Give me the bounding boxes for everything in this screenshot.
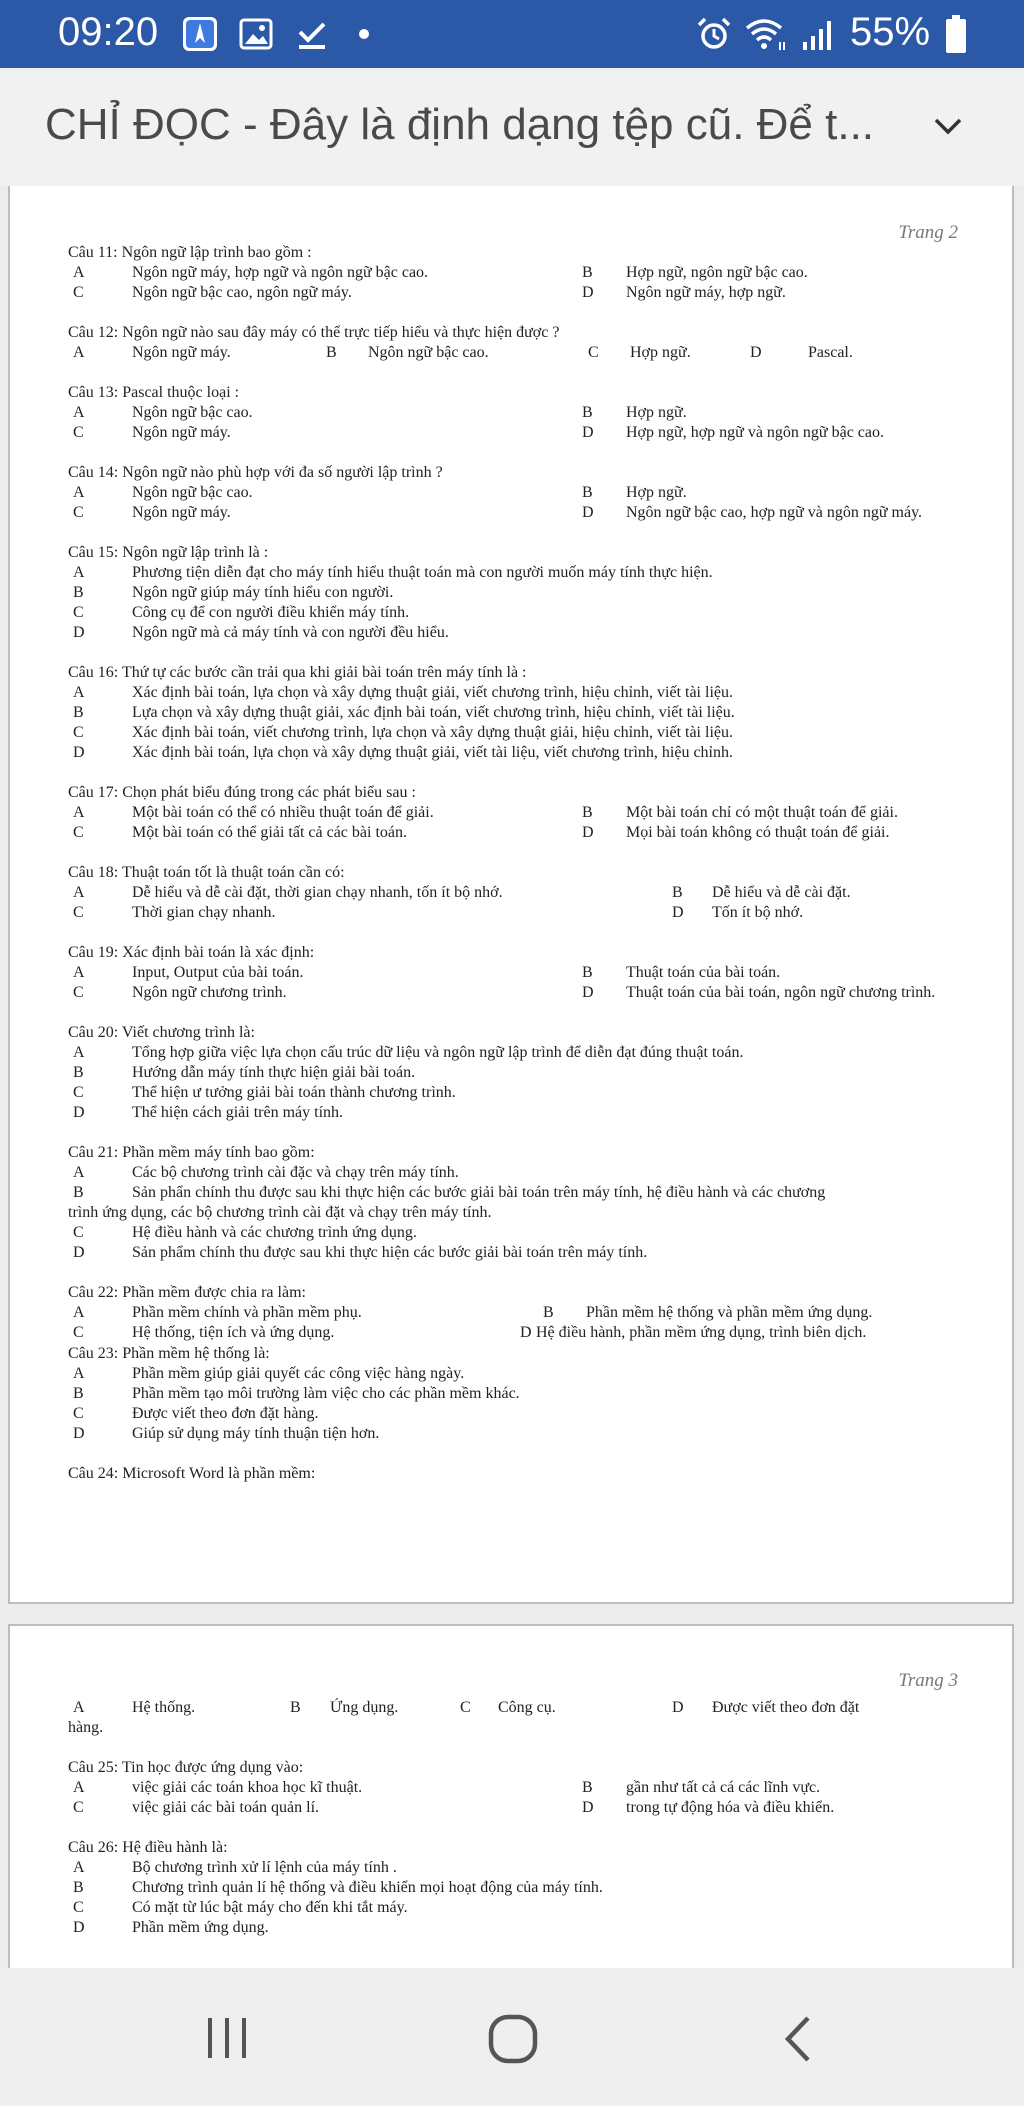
question-20: [68, 1022, 968, 1123]
option-text: Dễ hiểu và dễ cài đặt, thời gian chạy nhanh, tốn ít bộ nhớ.: [132, 884, 503, 901]
question-19: [68, 942, 968, 1003]
question-stem: Câu 11: Ngôn ngữ lập trình bao gồm :: [68, 244, 312, 261]
option-letter: C: [460, 1699, 471, 1716]
question-stem: Câu 20: Viết chương trình là:: [68, 1024, 255, 1041]
option-letter: C: [73, 824, 84, 841]
option-letter: B: [73, 1879, 84, 1896]
question-22: [68, 1282, 968, 1343]
option-letter: A: [73, 884, 85, 901]
option-letter: C: [73, 1799, 84, 1816]
option-text: Hợp ngữ.: [630, 344, 691, 361]
option-letter: B: [326, 344, 337, 361]
option-text: gần như tất cả cá các lĩnh vực.: [626, 1779, 821, 1796]
option-text: việc giải các bài toán quản lí.: [132, 1799, 320, 1816]
question-stem: Câu 22: Phần mềm được chia ra làm:: [68, 1284, 306, 1301]
option-text: Phần mềm tạo môi trường làm việc cho các phần mềm khác.: [132, 1385, 520, 1402]
option-letter: D: [73, 624, 85, 641]
option-text: Ngôn ngữ máy.: [132, 424, 231, 441]
option-text: Ngôn ngữ máy.: [132, 504, 231, 521]
option-text-continued: trình ứng dụng, các bộ chương trình cài đặt và chạy trên máy tính.: [68, 1204, 492, 1221]
option-text: Phần mềm giúp giải quyết các công việc hàng ngày.: [132, 1365, 465, 1382]
option-letter: A: [73, 404, 85, 421]
option-letter: C: [73, 424, 84, 441]
option-text: Xác định bài toán, viết chương trình, lựa chọn và xây dựng thuật giải, hiệu chỉnh, viết tài liệu.: [132, 724, 733, 741]
option-letter: D: [73, 1244, 85, 1261]
option-letter: D: [750, 344, 762, 361]
option-text: Được viết theo đơn đặt hàng.: [132, 1405, 319, 1422]
option-letter: C: [73, 1084, 84, 1101]
option-text: Ngôn ngữ mà cả máy tính và con người đều hiểu.: [132, 624, 449, 641]
question-26: [68, 1837, 968, 1938]
question-stem: Câu 13: Pascal thuộc loại :: [68, 384, 240, 401]
option-text-continued: hàng.: [68, 1719, 104, 1736]
battery-icon: [944, 14, 968, 54]
option-text: Pascal.: [808, 344, 853, 361]
question-stem: Câu 26: Hệ điều hành là:: [68, 1839, 228, 1856]
option-letter: C: [73, 904, 84, 921]
question-stem: Câu 19: Xác định bài toán là xác định:: [68, 944, 315, 961]
option-text: Hướng dẫn máy tính thực hiện giải bài toán.: [132, 1064, 416, 1081]
option-text: Ngôn ngữ bậc cao.: [132, 404, 253, 421]
option-letter: A: [73, 1164, 85, 1181]
option-letter: D: [73, 1425, 85, 1442]
option-text: Ngôn ngữ bậc cao.: [368, 344, 489, 361]
option-letter: B: [73, 584, 84, 601]
question-25: [68, 1757, 968, 1818]
question-stem: Câu 12: Ngôn ngữ nào sau đây máy có thể trực tiếp hiểu và thực hiện được ?: [68, 324, 560, 341]
page-3-content: [68, 1698, 968, 1957]
app-notification-icon: [182, 16, 218, 52]
option-letter: A: [73, 684, 85, 701]
option-letter: C: [73, 1899, 84, 1916]
question-stem: Câu 23: Phần mềm hệ thống là:: [68, 1345, 270, 1362]
recent-apps-icon[interactable]: [204, 2014, 250, 2062]
option-text: Hợp ngữ, hợp ngữ và ngôn ngữ bậc cao.: [626, 424, 884, 441]
option-letter: A: [73, 264, 85, 281]
option-letter: D: [582, 824, 594, 841]
question-23: [68, 1343, 968, 1444]
option-letter: B: [582, 404, 593, 421]
page-number: Trang 3: [898, 1670, 958, 1691]
question-stem: Câu 21: Phần mềm máy tính bao gồm:: [68, 1144, 315, 1161]
option-letter: C: [73, 1324, 84, 1341]
option-text: Mọi bài toán không có thuật toán để giải.: [626, 824, 890, 841]
option-letter: B: [582, 484, 593, 501]
page-number: Trang 2: [898, 222, 958, 243]
option-text: Xác định bài toán, lựa chọn và xây dựng thuật giải, viết tài liệu, viết chương trình, hiệu chỉnh.: [132, 744, 733, 761]
option-text: Một bài toán có thể giải tất cả các bài toán.: [132, 824, 407, 841]
gallery-icon: [238, 16, 274, 52]
option-text: Các bộ chương trình cài đặc và chạy trên máy tính.: [132, 1164, 459, 1181]
option-letter: A: [73, 1859, 85, 1876]
option-text: Thời gian chạy nhanh.: [132, 904, 276, 921]
status-bar: [0, 0, 1024, 68]
alarm-icon: [696, 16, 732, 52]
question-12: [68, 322, 968, 363]
question-15: [68, 542, 968, 643]
option-text: việc giải các toán khoa học kĩ thuật.: [132, 1779, 363, 1796]
option-letter: D: [582, 424, 594, 441]
question-21: [68, 1142, 968, 1263]
wifi-icon: [744, 16, 788, 52]
option-letter: B: [582, 264, 593, 281]
option-text: Input, Output của bài toán.: [132, 964, 304, 981]
option-text: Hệ điều hành và các chương trình ứng dụng.: [132, 1224, 417, 1241]
question-24: [68, 1463, 968, 1484]
option-letter: D: [582, 504, 594, 521]
option-letter: B: [73, 1385, 84, 1402]
question-13: [68, 382, 968, 443]
option-letter: D: [73, 1104, 85, 1121]
chevron-down-icon[interactable]: [928, 106, 968, 146]
document-title-bar[interactable]: [0, 68, 1024, 186]
option-text: Có mặt từ lúc bật máy cho đến khi tắt máy.: [132, 1899, 408, 1916]
option-text: trong tự động hóa và điều khiển.: [626, 1799, 835, 1816]
option-letter: D: [582, 984, 594, 1001]
home-icon[interactable]: [486, 2012, 540, 2066]
option-text: Phần mềm hệ thống và phần mềm ứng dụng.: [586, 1304, 873, 1321]
option-letter: B: [582, 1779, 593, 1796]
option-letter: D: [73, 1919, 85, 1936]
option-text: Phần mềm chính và phần mềm phụ.: [132, 1304, 362, 1321]
option-text: Thể hiện ư tưởng giải bài toán thành chương trình.: [132, 1084, 456, 1101]
back-icon[interactable]: [780, 2012, 816, 2066]
navigation-bar: [0, 1968, 1024, 2106]
option-letter: A: [73, 564, 85, 581]
document-page-2: [8, 186, 1014, 1604]
option-text: Ứng dụng.: [330, 1699, 399, 1716]
option-letter: B: [543, 1304, 554, 1321]
question-stem: Câu 17: Chọn phát biểu đúng trong các phát biểu sau :: [68, 784, 416, 801]
option-letter: A: [73, 1699, 85, 1716]
option-text: Tổng hợp giữa việc lựa chọn cấu trúc dữ liệu và ngôn ngữ lập trình để diễn đạt đúng thuật toán.: [132, 1044, 744, 1061]
question-stem: Câu 24: Microsoft Word là phần mềm:: [68, 1465, 316, 1482]
option-text: Sản phẩn chính thu được sau khi thực hiện các bước giải bài toán trên máy tính, hệ điều hành và các chương: [132, 1184, 826, 1201]
option-text: Hợp ngữ.: [626, 484, 687, 501]
option-letter: B: [672, 884, 683, 901]
question-11: [68, 242, 968, 303]
question-stem: Câu 14: Ngôn ngữ nào phù hợp với đa số người lập trình ?: [68, 464, 443, 481]
question-16: [68, 662, 968, 763]
option-letter: D: [582, 284, 594, 301]
battery-percent: 55%: [850, 10, 931, 54]
option-text: Dễ hiểu và dễ cài đặt.: [712, 884, 851, 901]
option-letter: A: [73, 804, 85, 821]
option-text: Chương trình quản lí hệ thống và điều khiển mọi hoạt động của máy tính.: [132, 1879, 603, 1896]
option-text: Tốn ít bộ nhớ.: [712, 904, 804, 921]
option-text: Lựa chọn và xây dựng thuật giải, xác định bài toán, viết chương trình, hiệu chỉnh, viết tài liệu.: [132, 704, 735, 721]
option-text: Một bài toán chỉ có một thuật toán để giải.: [626, 804, 898, 821]
option-letter: C: [73, 284, 84, 301]
option-text: Ngôn ngữ máy.: [132, 344, 231, 361]
option-letter: B: [290, 1699, 301, 1716]
option-letter: D: [73, 744, 85, 761]
option-letter: D: [672, 904, 684, 921]
option-text: Sản phẩm chính thu được sau khi thực hiện các bước giải bài toán trên máy tính.: [132, 1244, 648, 1261]
question-14: [68, 462, 968, 523]
download-done-icon: [294, 16, 330, 52]
question-24-options: [68, 1698, 968, 1738]
option-letter: C: [73, 724, 84, 741]
option-letter: C: [588, 344, 599, 361]
option-letter: D: [520, 1324, 532, 1341]
page-2-content: [68, 242, 968, 1503]
option-text: Phương tiện diễn đạt cho máy tính hiểu thuật toán mà con người muốn máy tính thực hiện.: [132, 564, 713, 581]
option-text: Thể hiện cách giải trên máy tính.: [132, 1104, 344, 1121]
option-text: Một bài toán có thể có nhiều thuật toán để giải.: [132, 804, 434, 821]
question-stem: Câu 18: Thuật toán tốt là thuật toán cần có:: [68, 864, 345, 881]
option-text: Hợp ngữ.: [626, 404, 687, 421]
option-letter: B: [582, 804, 593, 821]
question-17: [68, 782, 968, 843]
option-letter: A: [73, 1365, 85, 1382]
option-text: Công cụ.: [498, 1699, 556, 1716]
option-letter: A: [73, 1304, 85, 1321]
option-text: Bộ chương trình xử lí lệnh của máy tính .: [132, 1859, 397, 1876]
option-text: Phần mềm ứng dụng.: [132, 1919, 269, 1936]
option-text: Ngôn ngữ bậc cao.: [132, 484, 253, 501]
question-stem: Câu 25: Tin học được ứng dụng vào:: [68, 1759, 304, 1776]
option-text: Ngôn ngữ giúp máy tính hiểu con người.: [132, 584, 394, 601]
status-time: 09:20: [58, 10, 159, 54]
option-letter: B: [582, 964, 593, 981]
option-letter: C: [73, 604, 84, 621]
option-text: Xác định bài toán, lựa chọn và xây dựng thuật giải, viết chương trình, hiệu chỉnh, viết tài liệu.: [132, 684, 733, 701]
question-stem: Câu 16: Thứ tự các bước cần trải qua khi giải bài toán trên máy tính là :: [68, 664, 527, 681]
option-letter: A: [73, 344, 85, 361]
option-text: Ngôn ngữ bậc cao, ngôn ngữ máy.: [132, 284, 352, 301]
option-letter: C: [73, 984, 84, 1001]
option-text: Ngôn ngữ bậc cao, hợp ngữ và ngôn ngữ máy.: [626, 504, 923, 521]
option-text: Giúp sử dụng máy tính thuận tiện hơn.: [132, 1425, 380, 1442]
document-page-3: [8, 1624, 1014, 1968]
option-letter: B: [73, 1184, 84, 1201]
option-letter: C: [73, 504, 84, 521]
option-letter: A: [73, 484, 85, 501]
option-letter: B: [73, 1064, 84, 1081]
document-title: CHỈ ĐỌC - Đây là định dạng tệp cũ. Để t...: [45, 100, 875, 149]
option-letter: D: [582, 1799, 594, 1816]
option-text: Hệ điều hành, phần mềm ứng dụng, trình biên dịch.: [536, 1324, 867, 1341]
option-letter: A: [73, 1044, 85, 1061]
option-letter: C: [73, 1224, 84, 1241]
option-text: Ngôn ngữ chương trình.: [132, 984, 287, 1001]
option-text: Ngôn ngữ máy, hợp ngữ.: [626, 284, 786, 301]
option-text: Hệ thống.: [132, 1699, 196, 1716]
dot-icon: [346, 16, 382, 52]
option-letter: B: [73, 704, 84, 721]
option-text: Thuật toán của bài toán, ngôn ngữ chương trình.: [626, 984, 936, 1001]
question-18: [68, 862, 968, 923]
option-letter: C: [73, 1405, 84, 1422]
option-text: Được viết theo đơn đặt: [712, 1699, 860, 1716]
signal-icon: [800, 16, 836, 52]
option-letter: D: [672, 1699, 684, 1716]
option-text: Hợp ngữ, ngôn ngữ bậc cao.: [626, 264, 808, 281]
option-letter: A: [73, 1779, 85, 1796]
option-text: Ngôn ngữ máy, hợp ngữ và ngôn ngữ bậc cao.: [132, 264, 429, 281]
option-text: Hệ thống, tiện ích và ứng dụng.: [132, 1324, 335, 1341]
option-text: Thuật toán của bài toán.: [626, 964, 781, 981]
option-text: Công cụ để con người điều khiển máy tính.: [132, 604, 410, 621]
question-stem: Câu 15: Ngôn ngữ lập trình là :: [68, 544, 269, 561]
option-letter: A: [73, 964, 85, 981]
